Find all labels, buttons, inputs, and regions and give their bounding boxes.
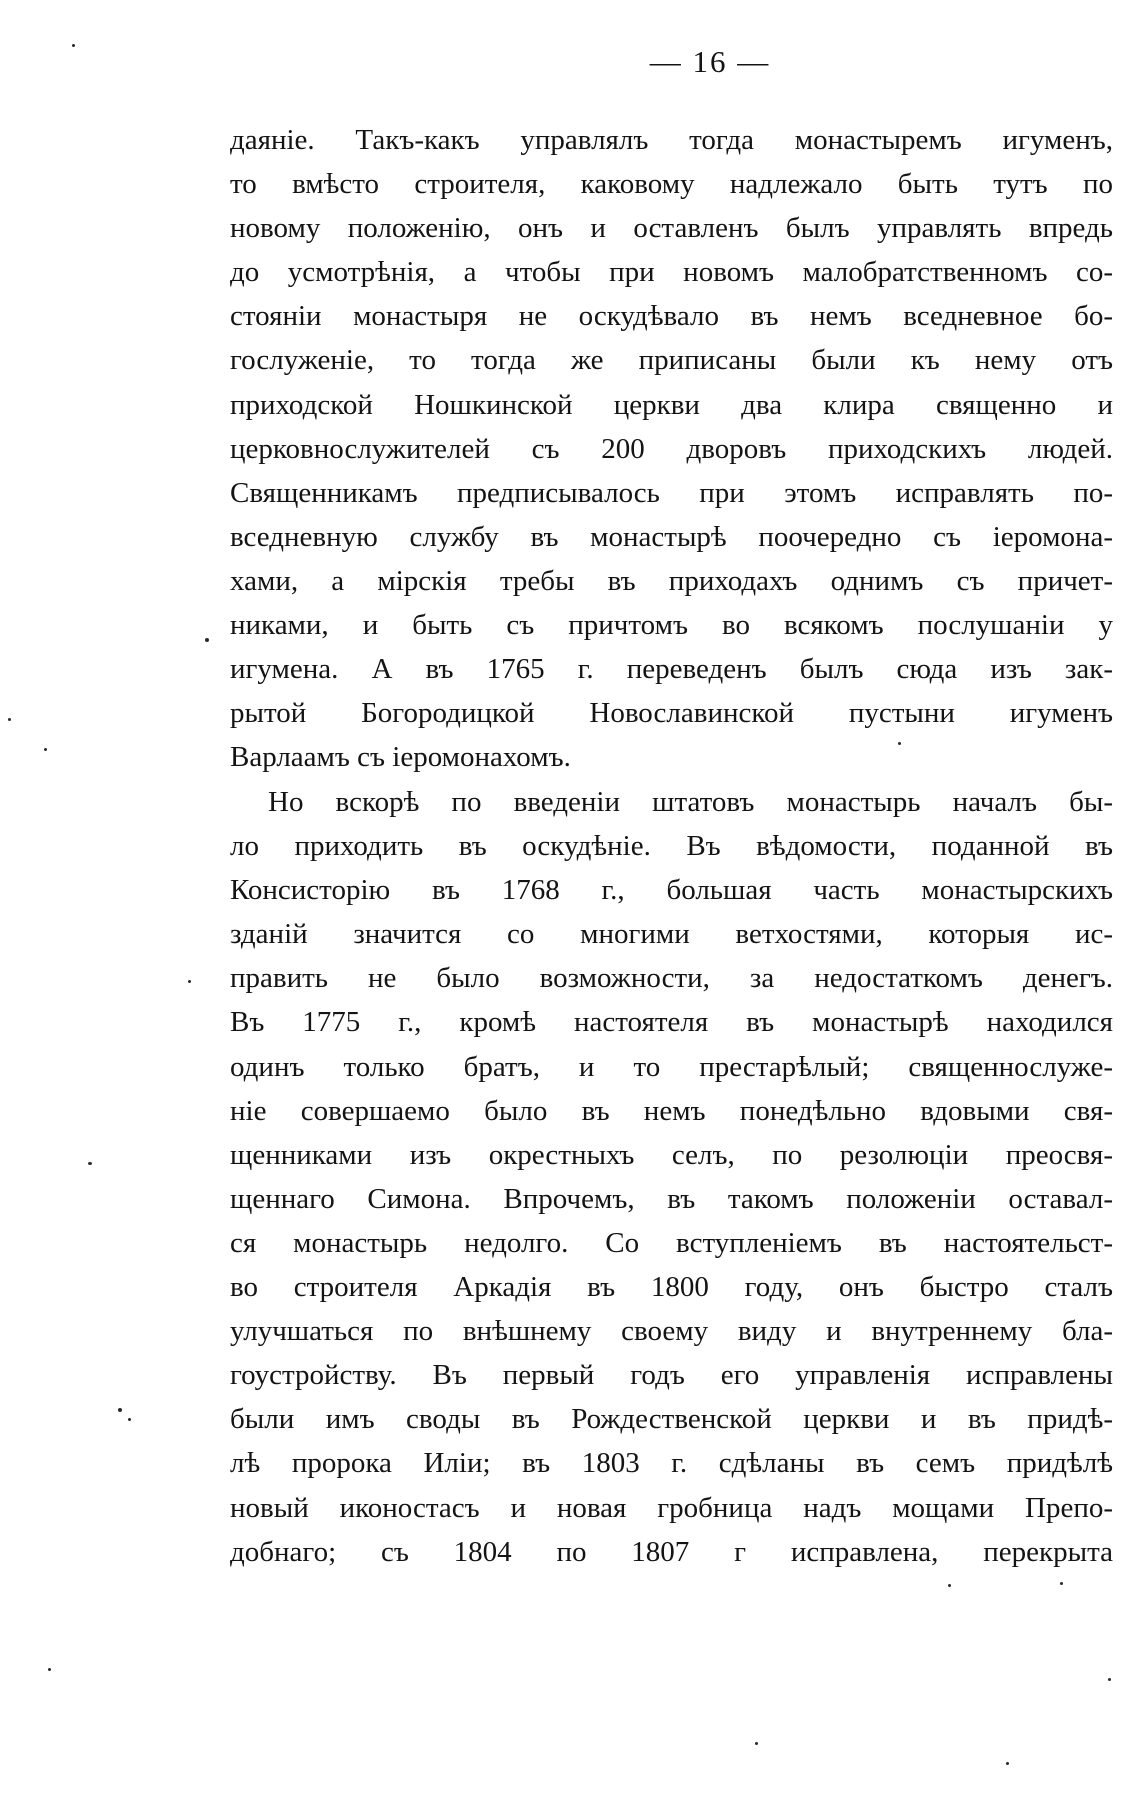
text-line: Но вскорѣ по введеніи штатовъ монастырь началъ бы- [268, 786, 1113, 818]
text-line: церковнослужителей съ 200 дворовъ приходскихъ людей. [230, 432, 1113, 465]
scan-speck [1108, 1678, 1111, 1681]
scan-speck [755, 1742, 758, 1745]
text-line: новый иконостасъ и новая гробница надъ мощами Препо- [230, 1491, 1113, 1524]
scan-speck [1060, 1582, 1063, 1585]
text-line: Въ 1775 г., кромѣ настоятеля въ монастырѣ находился [230, 1006, 1113, 1039]
scan-speck [1006, 1762, 1009, 1765]
text-line: гослуженіе, то тогда же приписаны были къ нему отъ [230, 344, 1113, 377]
text-line: даяніе. Такъ-какъ управлялъ тогда монастыремъ игуменъ, [230, 124, 1113, 156]
scan-speck [205, 638, 209, 642]
scan-speck [88, 1162, 92, 1165]
text-line: зданій значится со многими ветхостями, которыя ис- [230, 918, 1113, 951]
text-line: ло приходить въ оскудѣніе. Въ вѣдомости, поданной въ [230, 830, 1113, 863]
paragraph-1 [230, 118, 1113, 779]
text-line: щенниками изъ окрестныхъ селъ, по резолюціи преосвя- [230, 1138, 1113, 1171]
text-line: то вмѣсто строителя, каковому надлежало быть тутъ по [230, 168, 1113, 201]
text-line: Консисторію въ 1768 г., большая часть монастырскихъ [230, 874, 1113, 907]
text-line: рытой Богородицкой Новославинской пустыни игуменъ [230, 697, 1113, 730]
text-line: Священникамъ предписывалось при этомъ исправлять по- [230, 476, 1113, 509]
text-line: лѣ пророка Иліи; въ 1803 г. сдѣланы въ семъ придѣлѣ [230, 1447, 1113, 1480]
page-number: — 16 — [649, 44, 771, 79]
text-line: игумена. А въ 1765 г. переведенъ былъ сюда изъ зак- [230, 653, 1113, 686]
text-line: никами, и быть съ причтомъ во всякомъ послушаніи у [230, 609, 1113, 642]
text-line: гоустройству. Въ первый годъ его управленія исправлены [230, 1359, 1113, 1392]
text-line: ніе совершаемо было въ немъ понедѣльно вдовыми свя- [230, 1094, 1113, 1127]
scan-speck [128, 1418, 131, 1421]
scan-speck [118, 1408, 122, 1412]
text-line: до усмотрѣнія, а чтобы при новомъ малобратственномъ со- [230, 256, 1113, 289]
text-line: добнаго; съ 1804 по 1807 г исправлена, перекрыта [230, 1535, 1113, 1568]
paragraph-2 [230, 780, 1113, 1574]
scan-speck [188, 980, 191, 983]
text-line: были имъ своды въ Рождественской церкви и въ придѣ- [230, 1403, 1113, 1436]
text-line: новому положенію, онъ и оставленъ былъ управлять впредь [230, 212, 1113, 245]
scan-speck [898, 742, 901, 745]
text-line: вседневную службу въ монастырѣ поочередно съ іеромона- [230, 520, 1113, 553]
text-line: стояніи монастыря не оскудѣвало въ немъ вседневное бо- [230, 300, 1113, 333]
scan-speck [72, 44, 75, 47]
text-line: во строителя Аркадія въ 1800 году, онъ быстро сталъ [230, 1271, 1113, 1304]
text-line: щеннаго Симона. Впрочемъ, въ такомъ положеніи оставал- [230, 1182, 1113, 1215]
scan-speck [948, 1584, 951, 1587]
text-line: Варлаамъ съ іеромонахомъ. [230, 741, 571, 774]
text-line: править не было возможности, за недостаткомъ денегъ. [230, 962, 1113, 995]
scan-speck [8, 718, 11, 721]
scan-speck [48, 1668, 51, 1671]
scan-speck [44, 748, 47, 751]
text-line: ся монастырь недолго. Со вступленіемъ въ настоятельст- [230, 1226, 1113, 1259]
text-line: хами, а мірскія требы въ приходахъ однимъ съ причет- [230, 564, 1113, 597]
text-line: улучшаться по внѣшнему своему виду и внутреннему бла- [230, 1315, 1113, 1348]
text-line: приходской Ношкинской церкви два клира священно и [230, 388, 1113, 421]
text-line: одинъ только братъ, и то престарѣлый; священнослуже- [230, 1050, 1113, 1083]
